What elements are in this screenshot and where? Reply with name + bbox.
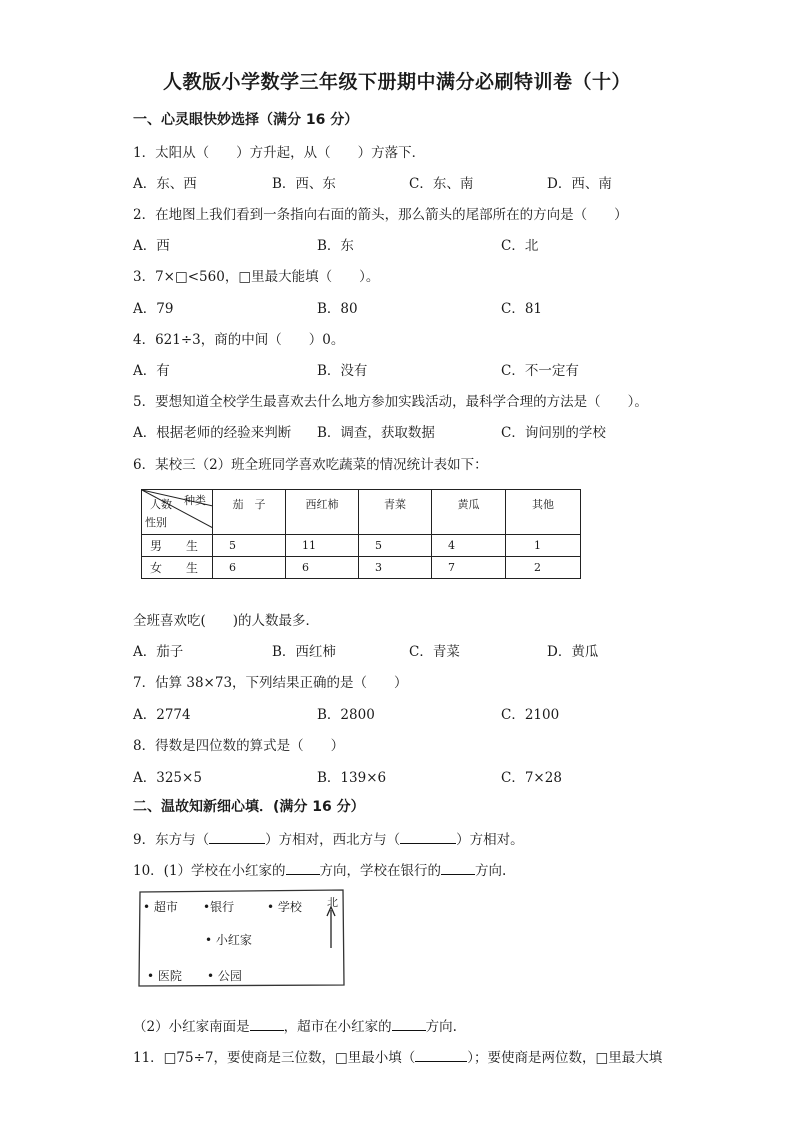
q6-option-d[interactable]: D．黄瓜	[547, 644, 599, 660]
vegetable-stats-table	[141, 489, 581, 579]
column-header: 茄 子	[213, 490, 286, 535]
q8-option-c[interactable]: C．7×28	[501, 770, 562, 786]
q10-text-2: 方向，学校在银行的	[319, 863, 442, 879]
q7-option-b[interactable]: B．2800	[317, 707, 375, 723]
table-cell: 3	[359, 557, 432, 579]
q8-option-b[interactable]: B．139×6	[317, 770, 387, 786]
q10-blank-2[interactable]	[441, 862, 475, 875]
q8-option-a[interactable]: A．325×5	[133, 770, 202, 786]
q10-text-3: 方向.	[475, 863, 507, 879]
q3-option-c[interactable]: C．81	[501, 301, 543, 317]
table-cell: 4	[432, 535, 506, 557]
q10-sub2-text-1: （2）小红家南面是	[133, 1019, 250, 1035]
map-label-home: • 小红家	[205, 933, 252, 947]
table-cell: 2	[506, 557, 581, 579]
question-10-part-2	[133, 1015, 457, 1035]
q11-text-1: 11．□75÷7，要使商是三位数，□里最小填（	[133, 1050, 416, 1066]
question-6-prompt: 全班喜欢吃( )的人数最多．	[133, 613, 320, 629]
corner-label-people: 人数	[150, 498, 172, 511]
map-label-bank: •银行	[203, 900, 235, 914]
table-row	[142, 557, 581, 579]
table-cell: 6	[286, 557, 359, 579]
q7-option-c[interactable]: C．2100	[501, 707, 560, 723]
page-title: 人教版小学数学三年级下册期中满分必刷特训卷（十）	[162, 71, 631, 93]
table-header-row	[142, 490, 581, 535]
section-2-heading: 二、温故知新细心填．(满分 16 分）	[133, 799, 365, 815]
question-3: 3．7×□<560，□里最大能填（ ）。	[133, 269, 380, 285]
row-label: 女 生	[142, 557, 213, 579]
table-row	[142, 535, 581, 557]
q9-text-3: ）方相对。	[456, 832, 524, 848]
q6-option-c[interactable]: C．青菜	[409, 644, 460, 660]
q11-text-2: ）；要使商是两位数，□里最大填	[467, 1050, 663, 1066]
table-corner-cell	[142, 490, 213, 535]
corner-label-gender: 性别	[145, 516, 167, 529]
question-6: 6．某校三（2）班全班同学喜欢吃蔬菜的情况统计表如下：	[133, 457, 488, 473]
question-5: 5．要想知道全校学生最喜欢去什么地方参加实践活动，最科学合理的方法是（ ）。	[133, 394, 648, 410]
q10-text-1: 10．(1）学校在小红家的	[133, 863, 286, 879]
q4-option-c[interactable]: C．不一定有	[501, 363, 579, 379]
q2-option-c[interactable]: C．北	[501, 238, 539, 254]
table-cell: 5	[213, 535, 286, 557]
q10-sub2-text-3: 方向.	[425, 1019, 457, 1035]
q9-text-1: 9．东方与（	[133, 832, 210, 848]
q3-option-a[interactable]: A．79	[133, 301, 174, 317]
map-label-hospital: • 医院	[147, 969, 182, 983]
row-label: 男 生	[142, 535, 213, 557]
section-1-heading: 一、心灵眼快妙选择（满分 16 分）	[133, 112, 359, 128]
corner-label-kind: 种类	[184, 494, 206, 507]
column-header: 青菜	[359, 490, 432, 535]
map-label-supermarket: • 超市	[143, 900, 178, 914]
q4-option-b[interactable]: B．没有	[317, 363, 368, 379]
map-label-school: • 学校	[267, 900, 302, 914]
table-cell: 11	[286, 535, 359, 557]
q5-option-b[interactable]: B．调查，获取数据	[317, 425, 435, 441]
q1-option-a[interactable]: A．东、西	[133, 176, 197, 192]
q10-blank-1[interactable]	[286, 862, 320, 875]
q1-option-d[interactable]: D．西、南	[547, 176, 612, 192]
question-9	[133, 828, 524, 848]
q4-option-a[interactable]: A．有	[133, 363, 170, 379]
location-map	[137, 888, 347, 988]
table-cell: 1	[506, 535, 581, 557]
q6-option-b[interactable]: B．西红柿	[272, 644, 336, 660]
map-label-park: • 公园	[207, 969, 242, 983]
q9-blank-2[interactable]	[400, 831, 456, 844]
q2-option-a[interactable]: A．西	[133, 238, 170, 254]
table-cell: 7	[432, 557, 506, 579]
q10-sub2-text-2: ，超市在小红家的	[283, 1019, 392, 1035]
question-10	[133, 859, 506, 879]
q1-option-c[interactable]: C．东、南	[409, 176, 474, 192]
q9-text-2: ）方相对，西北方与（	[265, 832, 401, 848]
column-header: 西红柿	[286, 490, 359, 535]
q5-option-c[interactable]: C．询问别的学校	[501, 425, 606, 441]
q6-option-a[interactable]: A．茄子	[133, 644, 184, 660]
q5-option-a[interactable]: A．根据老师的经验来判断	[133, 425, 292, 441]
map-label-north: 北	[327, 896, 338, 909]
question-2: 2．在地图上我们看到一条指向右面的箭头，那么箭头的尾部所在的方向是（ ）	[133, 207, 628, 223]
column-header: 其他	[506, 490, 581, 535]
q10-sub2-blank-2[interactable]	[392, 1018, 426, 1031]
q2-option-b[interactable]: B．东	[317, 238, 354, 254]
column-header: 黄瓜	[432, 490, 506, 535]
question-8: 8．得数是四位数的算式是（ ）	[133, 738, 345, 754]
north-arrow-icon	[326, 906, 336, 950]
q9-blank-1[interactable]	[209, 831, 265, 844]
q1-option-b[interactable]: B．西、东	[272, 176, 336, 192]
question-11	[133, 1046, 662, 1066]
question-7: 7．估算 38×73，下列结果正确的是（ ）	[133, 675, 408, 691]
q10-sub2-blank-1[interactable]	[250, 1018, 284, 1031]
q7-option-a[interactable]: A．2774	[133, 707, 191, 723]
q3-option-b[interactable]: B．80	[317, 301, 358, 317]
question-4: 4．621÷3，商的中间（ ）0。	[133, 332, 345, 348]
table-cell: 5	[359, 535, 432, 557]
question-1: 1．太阳从（ ）方升起，从（ ）方落下．	[133, 145, 426, 161]
q11-blank-1[interactable]	[415, 1049, 467, 1062]
table-cell: 6	[213, 557, 286, 579]
